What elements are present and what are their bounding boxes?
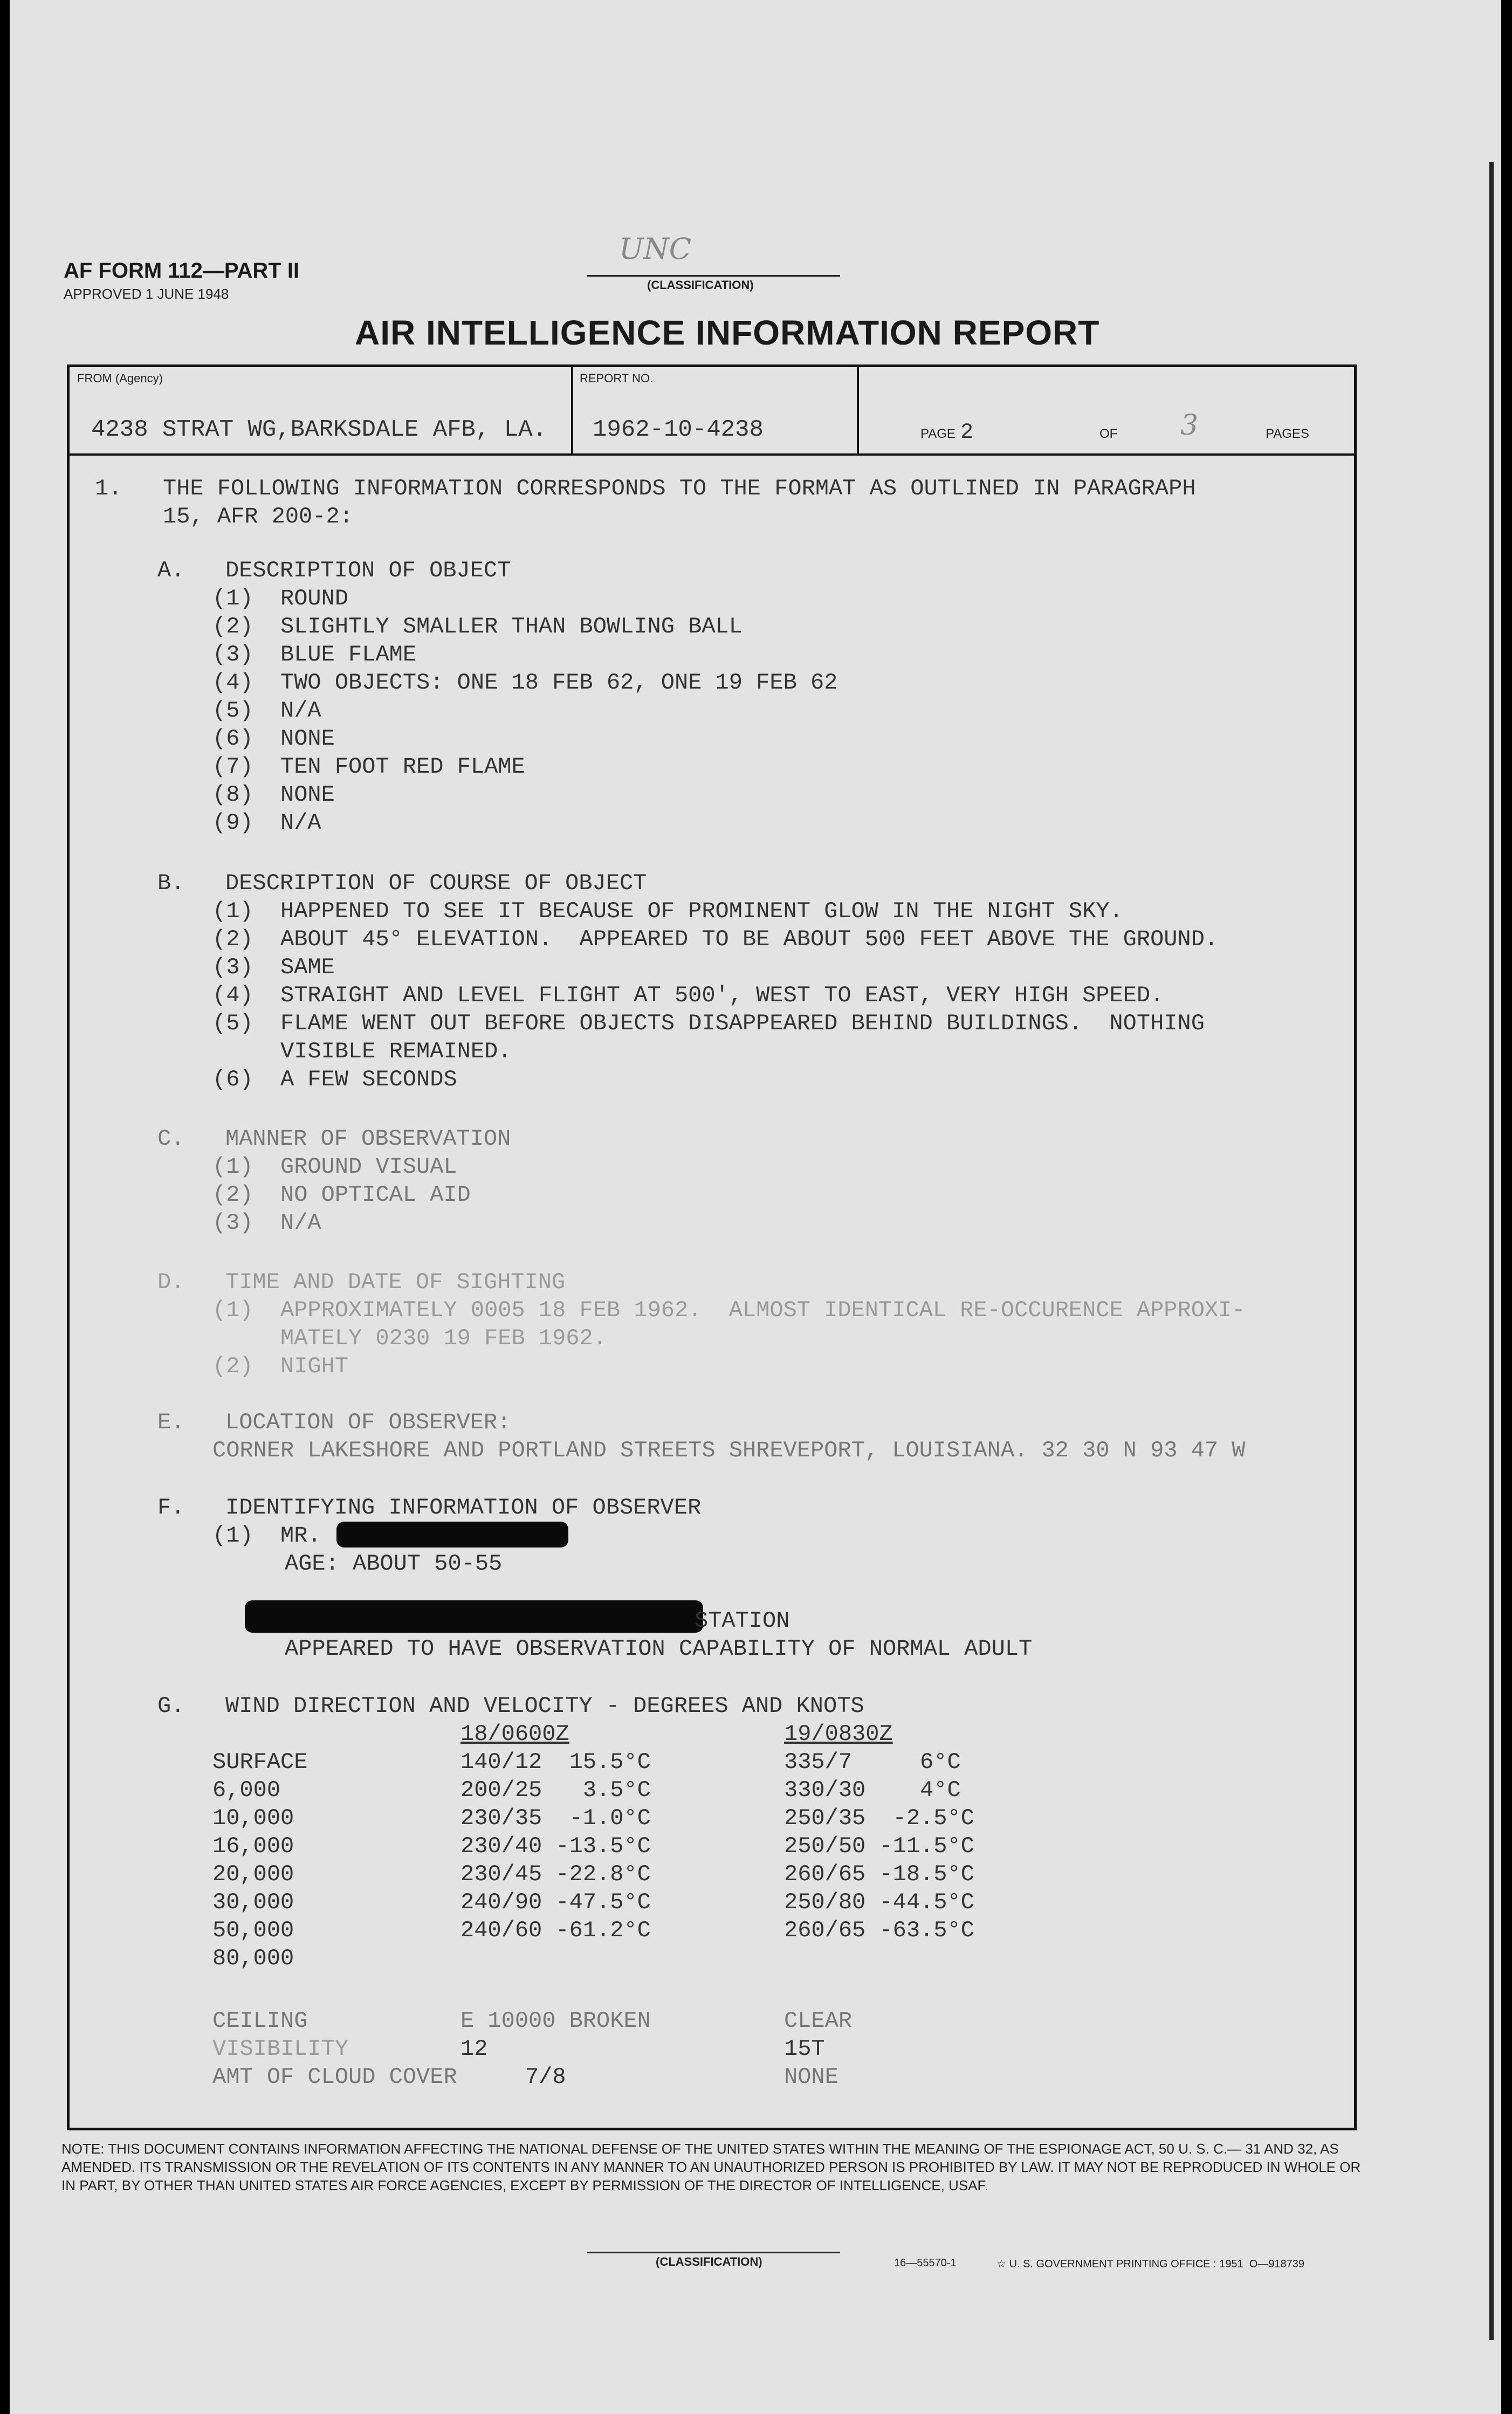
form-approved: APPROVED 1 JUNE 1948 — [64, 286, 229, 302]
form-id: AF FORM 112—PART II — [64, 259, 300, 283]
document-page — [10, 0, 1501, 2414]
pages-label: PAGES — [1266, 427, 1309, 441]
redaction-name — [336, 1522, 568, 1548]
from-value: 4238 STRAT WG,BARKSDALE AFB, LA. — [91, 416, 547, 443]
section-a-item: (2) SLIGHTLY SMALLER THAN BOWLING BALL — [212, 614, 743, 639]
section-c-item: (1) GROUND VISUAL — [212, 1154, 457, 1180]
section-b-item: (6) A FEW SECONDS — [212, 1067, 457, 1092]
wind-c2: 260/65 -63.5°C — [784, 1917, 974, 1943]
espionage-note: NOTE: THIS DOCUMENT CONTAINS INFORMATION AFFECTING THE NATIONAL DEFENSE OF THE UNITED STATES WITHIN THE MEANING OF THE ESPIONAGE ACT, 50 U. S. C.— 31 AND 32, AS AMENDED. ITS TRANSMISSION OR THE REVELATION OF ITS CONTENTS IN ANY MANNER TO AN UNAUTHORIZED PERSON IS PROHIBITED BY LAW. IT MAY NOT BE REPRODUCED IN WHOLE OR IN PART, BY OTHER THAN UNITED STATES AIR FORCE AGENCIES, EXCEPT BY PERMISSION OF THE DIRECTOR OF INTELLIGENCE, USAF. — [61, 2141, 1361, 2193]
section-b-item: (3) SAME — [212, 954, 335, 980]
ceiling-c1: E 10000 BROKEN — [461, 2008, 651, 2034]
classification-line-top — [587, 275, 840, 277]
section-a-item: (6) NONE — [212, 726, 335, 752]
section-b-item: (5) FLAME WENT OUT BEFORE OBJECTS DISAPPEARED BEHIND BUILDINGS. NOTHING — [212, 1010, 1205, 1036]
wind-c1: 140/12 15.5°C — [461, 1749, 651, 1775]
visibility-c2: 15T — [784, 2036, 825, 2062]
intro-line-1: 1. THE FOLLOWING INFORMATION CORRESPONDS TO THE FORMAT AS OUTLINED IN PARAGRAPH — [95, 476, 1196, 501]
wind-c1: 230/45 -22.8°C — [461, 1861, 651, 1887]
section-a-item: (4) TWO OBJECTS: ONE 18 FEB 62, ONE 19 FEB 62 — [212, 670, 838, 696]
from-label: FROM (Agency) — [77, 372, 163, 385]
page-edge-shadow — [1489, 162, 1494, 2340]
cloud-c1: 7/8 — [525, 2064, 566, 2090]
section-d-item: MATELY 0230 19 FEB 1962. — [212, 1325, 607, 1351]
wind-c2: 260/65 -18.5°C — [784, 1861, 974, 1887]
section-d-item: (2) NIGHT — [212, 1353, 349, 1379]
classification-label-bottom: (CLASSIFICATION) — [656, 2255, 762, 2268]
intro-line-2: 15, AFR 200-2: — [95, 504, 353, 529]
observer-station: STATION — [695, 1608, 790, 1634]
wind-c2: 330/30 4°C — [784, 1777, 961, 1803]
visibility-c1: 12 — [461, 2036, 488, 2062]
section-g-heading: G. WIND DIRECTION AND VELOCITY - DEGREES AND KNOTS — [157, 1693, 864, 1719]
classification-line-bottom — [587, 2252, 840, 2253]
wind-col1-header: 18/0600Z — [461, 1721, 569, 1747]
section-b-item: (2) ABOUT 45° ELEVATION. APPEARED TO BE ABOUT 500 FEET ABOVE THE GROUND. — [212, 926, 1219, 952]
section-f-heading: F. IDENTIFYING INFORMATION OF OBSERVER — [157, 1495, 702, 1521]
section-c-item: (2) NO OPTICAL AID — [212, 1182, 471, 1208]
wind-c1: 230/35 -1.0°C — [461, 1805, 651, 1831]
wind-c1: 240/60 -61.2°C — [461, 1917, 651, 1943]
section-b-item: (4) STRAIGHT AND LEVEL FLIGHT AT 500', WEST TO EAST, VERY HIGH SPEED. — [212, 982, 1164, 1008]
wind-c1: 240/90 -47.5°C — [461, 1889, 651, 1915]
section-a-item: (8) NONE — [212, 782, 335, 808]
section-e-heading: E. LOCATION OF OBSERVER: — [157, 1409, 511, 1435]
classification-handwritten: UNC — [619, 232, 692, 266]
observer-capability: APPEARED TO HAVE OBSERVATION CAPABILITY OF NORMAL ADULT — [285, 1636, 1033, 1662]
ceiling-c2: CLEAR — [784, 2008, 853, 2034]
section-b-item: VISIBLE REMAINED. — [212, 1038, 512, 1064]
section-a-item: (3) BLUE FLAME — [212, 642, 417, 668]
section-a-item: (7) TEN FOOT RED FLAME — [212, 754, 525, 780]
redaction-station — [245, 1600, 703, 1633]
wind-alt: 50,000 — [212, 1917, 294, 1943]
ceiling-label: CEILING — [212, 2008, 308, 2034]
header-col-divider-1 — [571, 367, 573, 453]
report-no-label: REPORT NO. — [580, 372, 654, 385]
section-b-item: (1) HAPPENED TO SEE IT BECAUSE OF PROMINENT GLOW IN THE NIGHT SKY. — [212, 898, 1123, 924]
wind-alt: 6,000 — [212, 1777, 281, 1803]
visibility-label: VISIBILITY — [212, 2036, 349, 2062]
section-a-item: (9) N/A — [212, 810, 321, 836]
of-value: 3 — [1180, 409, 1199, 442]
header-row-divider — [70, 453, 1354, 456]
section-c-heading: C. MANNER OF OBSERVATION — [157, 1126, 511, 1152]
section-d-heading: D. TIME AND DATE OF SIGHTING — [157, 1269, 566, 1295]
cloud-c2: NONE — [784, 2064, 839, 2090]
cloud-label: AMT OF CLOUD COVER — [212, 2064, 457, 2090]
report-no-value: 1962-10-4238 — [593, 416, 764, 443]
page-label: PAGE — [920, 427, 956, 441]
wind-c1: 230/40 -13.5°C — [461, 1833, 651, 1859]
section-a-heading: A. DESCRIPTION OF OBJECT — [157, 558, 511, 583]
report-title: AIR INTELLIGENCE INFORMATION REPORT — [355, 313, 1100, 352]
classification-label-top: (CLASSIFICATION) — [647, 278, 754, 292]
form-number: 16—55570-1 — [894, 2257, 957, 2269]
wind-c2: 250/50 -11.5°C — [784, 1833, 974, 1859]
wind-c1: 200/25 3.5°C — [461, 1777, 651, 1803]
wind-c2: 250/35 -2.5°C — [784, 1805, 974, 1831]
section-d-item: (1) APPROXIMATELY 0005 18 FEB 1962. ALMOST IDENTICAL RE-OCCURENCE APPROXI- — [212, 1297, 1246, 1323]
section-e-location: CORNER LAKESHORE AND PORTLAND STREETS SHREVEPORT, LOUISIANA. 32 30 N 93 47 W — [212, 1438, 1246, 1463]
wind-c2: 335/7 6°C — [784, 1749, 961, 1775]
gpo-imprint: ☆ U. S. GOVERNMENT PRINTING OFFICE : 1951 O—918739 — [996, 2258, 1305, 2270]
observer-mr: (1) MR. — [212, 1523, 321, 1549]
wind-alt: 16,000 — [212, 1833, 294, 1859]
of-label: OF — [1099, 427, 1118, 441]
page-value: 2 — [960, 421, 974, 445]
section-a-item: (1) ROUND — [212, 586, 349, 611]
wind-col2-header: 19/0830Z — [784, 1721, 893, 1747]
header-col-divider-2 — [857, 367, 859, 453]
wind-alt: 80,000 — [212, 1945, 294, 1971]
wind-alt: 30,000 — [212, 1889, 294, 1915]
section-b-heading: B. DESCRIPTION OF COURSE OF OBJECT — [157, 870, 647, 896]
section-a-item: (5) N/A — [212, 698, 321, 724]
wind-c2: 250/80 -44.5°C — [784, 1889, 974, 1915]
wind-alt: SURFACE — [212, 1749, 308, 1775]
section-c-item: (3) N/A — [212, 1210, 321, 1236]
observer-age: AGE: ABOUT 50-55 — [285, 1551, 503, 1577]
wind-alt: 20,000 — [212, 1861, 294, 1887]
wind-alt: 10,000 — [212, 1805, 294, 1831]
